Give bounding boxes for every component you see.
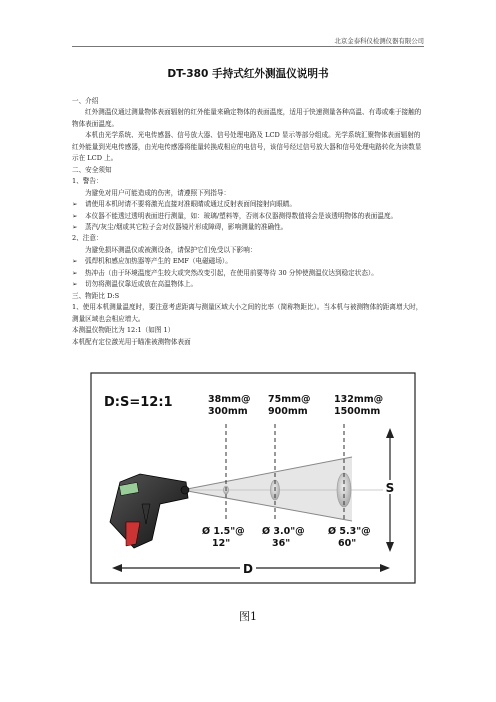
ds-paragraph-2: 本测温仪物距比为 12:1（如图 1） xyxy=(72,326,175,335)
intro-paragraph-1: 红外测温仪通过测量物体表面辐射的红外能量来确定物体的表面温度，适用于快速测量各种高温、有毒或难于接触的物体表面温度。 xyxy=(72,108,422,128)
top-label-mid-2: 900mm xyxy=(268,406,308,417)
top-label-far-1: 132mm@ xyxy=(334,394,384,405)
bottom-label-near-2: 12" xyxy=(212,538,231,549)
warning-intro: 为避免对用户可能造成的伤害，请遵照下列指导： xyxy=(85,188,231,197)
warning-item: ➢ 蒸汽/灰尘/烟或其它粒子会对仪器镜片形成障碍，影响测量的准确性。 xyxy=(72,222,424,233)
d-label: D xyxy=(243,562,253,576)
top-label-far-2: 1500mm xyxy=(334,406,381,417)
warning-heading: 1、警告： xyxy=(72,177,103,186)
bottom-label-far-1: Ø 5.3"@ xyxy=(328,526,371,537)
header-rule xyxy=(72,46,424,47)
caution-item: ➢ 切勿将测温仪靠近或放在高温物体上。 xyxy=(72,279,424,290)
top-label-near-2: 300mm xyxy=(208,406,248,417)
ds-heading: 三、物距比 D:S xyxy=(72,291,120,300)
ds-ratio-figure xyxy=(90,372,416,584)
bullet-arrow-icon: ➢ xyxy=(72,200,78,209)
bullet-arrow-icon: ➢ xyxy=(72,211,78,220)
top-label-near-1: 38mm@ xyxy=(208,394,251,405)
bottom-label-mid-2: 36" xyxy=(272,538,291,549)
safety-heading: 二、安全须知 xyxy=(72,165,112,174)
ds-paragraph-3: 本机配有定位激光用于瞄准被测物体表面 xyxy=(72,337,191,346)
bullet-arrow-icon: ➢ xyxy=(72,280,78,289)
bullet-arrow-icon: ➢ xyxy=(72,222,78,231)
intro-paragraph-2: 本机由光学系统、光电传感器、信号放大器、信号处理电路及 LCD 显示等部分组成。光学系统汇聚物体表面辐射的红外能量到光电传感器，由光电传感器将能量转换成相应的电信号，该信号经过信号放大器和信号处理电路转化为读数显示在 LCD 上。 xyxy=(72,131,422,163)
figure-caption: 图1 xyxy=(239,610,257,623)
intro-heading: 一、介绍 xyxy=(72,97,99,105)
bottom-label-mid-1: Ø 3.0"@ xyxy=(262,526,305,537)
bullet-arrow-icon: ➢ xyxy=(72,268,78,277)
ds-diagram xyxy=(90,372,416,584)
caution-heading: 2、注意： xyxy=(72,234,103,243)
caution-item: ➢ 热冲击（由于环境温度产生较大或突然改变引起，在使用前要等待 30 分钟使测温仪达到稳定状态）。 xyxy=(72,268,424,279)
bullet-arrow-icon: ➢ xyxy=(72,257,78,266)
warning-item: ➢ 请使用本机时请不要将激光直接对准眼睛或通过反射表面间接射向眼睛。 xyxy=(72,199,424,210)
bottom-label-far-2: 60" xyxy=(338,538,357,549)
top-label-mid-1: 75mm@ xyxy=(268,394,311,405)
warning-item: ➢ 本仪器不能透过透明表面进行测量，如：玻璃/塑料等，否则本仪器测得数值将会是该透明物体的表面温度。 xyxy=(72,211,424,222)
ds-paragraph-1: 1、使用本机测量温度时，要注意考虑距离与测量区域大小之间的比率（简称物距比）。当本机与被测物体的距离增大时，测量区域也会相应增大。 xyxy=(72,303,423,323)
company-header: 北京金泰科仪检测仪器有限公司 xyxy=(334,37,424,45)
caution-item: ➢ 弧焊机和感应加热器等产生的 EMF（电磁磁场）。 xyxy=(72,256,424,267)
caution-intro: 为避免损坏测温仪或被测设备，请保护它们免受以下影响： xyxy=(85,245,257,254)
ratio-label: D:S=12:1 xyxy=(104,395,173,410)
bottom-label-near-1: Ø 1.5"@ xyxy=(202,526,245,537)
document-body xyxy=(72,96,424,348)
document-title: DT-380 手持式红外测温仪说明书 xyxy=(167,68,329,80)
s-label: S xyxy=(385,481,395,495)
